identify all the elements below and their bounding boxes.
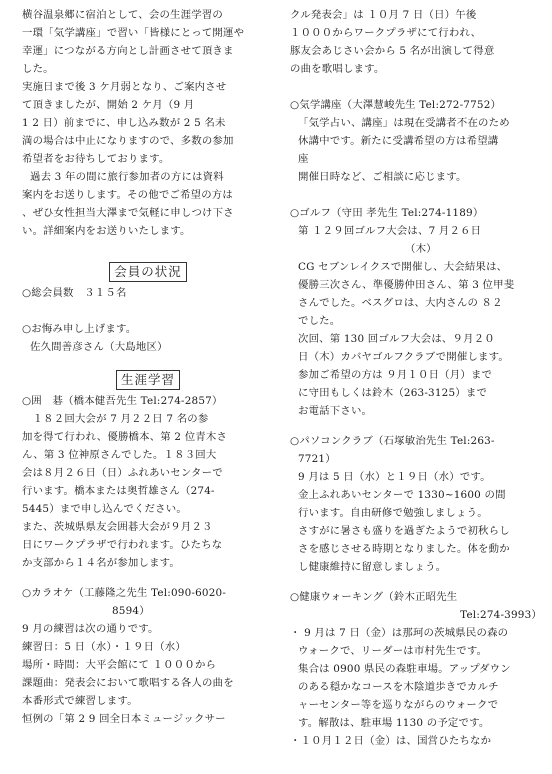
text-line: ん、第 3 位神原さんでした。１８３回大 <box>22 449 217 461</box>
text-line: 幸運」につながる方向とし計画させて頂きま <box>22 45 234 57</box>
go-section <box>22 392 274 572</box>
text-line: １８２回大会が 7 月２２日 7 名の参 <box>22 413 209 425</box>
trip-notice <box>22 6 274 240</box>
text-line: 場所・時間：大平会館にて １０００から <box>22 659 217 671</box>
golf-title: ○ゴルフ（守田 孝先生 Tel:274-1189） <box>290 207 484 219</box>
text-line: 満の場合は中止になりますので、多数の参加 <box>22 135 234 147</box>
text-line: 希望者をお待ちしております。 <box>22 153 170 165</box>
text-line: 豚友会あじさい会から 5 名が出演して得意 <box>290 45 495 57</box>
text-line: て頂きましたが、開始 2 ケ月（9 月 <box>22 99 195 111</box>
member-status-heading: 会員の状況 <box>109 262 187 282</box>
karaoke-title: ○カラオケ（工藤隆之先生 Tel:090-6020- <box>22 587 227 599</box>
text-line: 日にワークプラザで行われます。ひたちな <box>22 539 223 551</box>
pc-club-section <box>290 432 542 576</box>
condolence-name: 佐久間善彦さん（大島地区） <box>30 341 168 353</box>
text-line: 5445）まで申し込んでください。 <box>22 503 187 515</box>
text-line: でした。 <box>298 315 341 327</box>
text-line: 一環「気学講座」で習い「皆様にとって開運や <box>22 27 245 39</box>
text-line: 優勝三次さん、準優勝仲田さん、第 3 位甲斐 <box>298 279 515 291</box>
text-line: 行います。自由研修で勉強しましょう。 <box>298 507 488 519</box>
kigaku-section <box>290 96 542 186</box>
text-line: す。解散は、駐車場 1130 の予定です。 <box>298 717 490 729</box>
pc-club-title: ○パソコンクラブ（石塚敏治先生 Tel:263- <box>290 435 495 447</box>
go-title: ○囲 碁（橋本健吾先生 Tel:274-2857） <box>22 395 223 407</box>
text-line: 集合は 0900 県民の森駐車場。アップダウン <box>298 663 511 675</box>
member-count: ○総会員数 ３１５名 <box>22 287 127 299</box>
text-line: のある穏かなコースを木陰道歩きでカルチ <box>298 681 499 693</box>
karaoke-continued <box>290 6 542 78</box>
text-line: 「気学占い、講座」は現在受講者不在のため <box>298 117 510 129</box>
text-line: さすがに暑さも盛りを過ぎたようで初秋らし <box>298 525 510 537</box>
text-line: 第 １２９回ゴルフ大会は、7 月２６日 <box>298 225 482 237</box>
text-line: の曲を歌唱します。 <box>290 63 385 75</box>
lifelong-learning-heading: 生涯学習 <box>116 370 180 390</box>
text-line: 本番形式で練習します。 <box>22 695 138 707</box>
text-line: 練習日：5 日（水）・１９日（水） <box>22 641 186 653</box>
left-column <box>22 6 274 728</box>
right-column <box>290 6 542 750</box>
text-line: （木） <box>405 243 437 255</box>
text-line: 座 <box>298 153 309 165</box>
text-line: 案内をお送りします。その他でご希望の方は <box>22 189 233 201</box>
text-line: 恒例の「第 2 9 回全日本ミュージックサー <box>22 713 226 725</box>
text-line: 横谷温泉郷に宿泊として、会の生涯学習の <box>22 9 224 21</box>
text-line: 加を得て行われ、優勝橋本、第 2 位青木さ <box>22 431 228 443</box>
text-line: 9 月の練習は次の通りです。 <box>22 623 159 635</box>
text-line: お電話下さい。 <box>298 405 373 417</box>
text-line: クル発表会」は １０月 7 日（日）午後 <box>290 9 477 21</box>
walking-tel: Tel:274-3993） <box>460 609 542 621</box>
text-line: 次回、第 130 回ゴルフ大会は、９月２０ <box>298 333 495 345</box>
text-line: い。詳細案内をお送りいたします。 <box>22 225 191 237</box>
karaoke-section <box>22 584 274 728</box>
walking-title: ○健康ウォーキング（鈴木正昭先生 <box>290 591 458 603</box>
text-line: さを感じさせる時期となりました。体を動か <box>298 543 510 555</box>
text-line: 1 2 日）前までに、申し込み数が 2 5 名未 <box>22 117 226 129</box>
text-line: また、茨城県県友会囲碁大会が９月２３ <box>22 521 213 533</box>
text-line: １０００からワークプラザにて行われ、 <box>290 27 482 39</box>
text-line: 7721） <box>298 453 336 465</box>
text-line: 8594） <box>112 605 150 617</box>
text-line: CG セブンレイクスで開催し、大会結果は、 <box>298 261 508 273</box>
text-line: 9 月は 5 日（水）と１９日（水）です。 <box>298 471 491 483</box>
text-line: 休講中です。新たに受講希望の方は希望講 <box>298 135 499 147</box>
text-line: 金上ふれあいセンターで 1330~1600 の間 <box>298 489 506 501</box>
condolence-title: ○お悔み申し上げます。 <box>22 323 137 335</box>
text-line: し健康維持に留意しましょう。 <box>298 561 447 573</box>
golf-section <box>290 204 542 420</box>
text-line: 参加ご希望の方は ９月１０日（月）まで <box>298 369 493 381</box>
text-line: に守田もしくは鈴木（263-3125）まで <box>298 387 488 399</box>
text-line: か支部から１４名が参加します。 <box>22 557 181 569</box>
text-line: ・１０月１２日（金）は、国営ひたちなか <box>290 735 492 747</box>
text-line: 行います。橋本または奥哲雄さん（274- <box>22 485 215 497</box>
walking-section <box>290 588 542 750</box>
text-line: 日（木）カバヤゴルフクラブで開催します。 <box>298 351 509 363</box>
text-line: さんでした。ベスグロは、大内さんの ８２ <box>298 297 503 309</box>
text-line: 会は８月２６日（日）ふれあいセンターで <box>22 467 223 479</box>
text-line: ャーセンター等を巡りながらのウォークで <box>298 699 499 711</box>
kigaku-title: ○気学講座（大澤慧峻先生 Tel:272-7752） <box>290 99 502 111</box>
text-line: ウォークで、リーダーは市村先生です。 <box>298 645 488 657</box>
text-line: 開催日時など、ご相談に応じます。 <box>298 171 467 183</box>
text-line: 実施日まで後 3 ケ月弱となり、ご案内させ <box>22 81 227 93</box>
text-line: ・ 9 月は 7 日（金）は那珂の茨城県民の森の <box>290 627 509 639</box>
text-line: 課題曲：発表会において歌唱する各人の曲を <box>22 677 234 689</box>
text-line: した。 <box>22 63 54 75</box>
text-line: 過去 3 年の間に旅行参加者の方には資料 <box>30 171 224 183</box>
text-line: 、ぜひ女性担当大澤まで気軽に申しつけ下さ <box>22 207 234 219</box>
